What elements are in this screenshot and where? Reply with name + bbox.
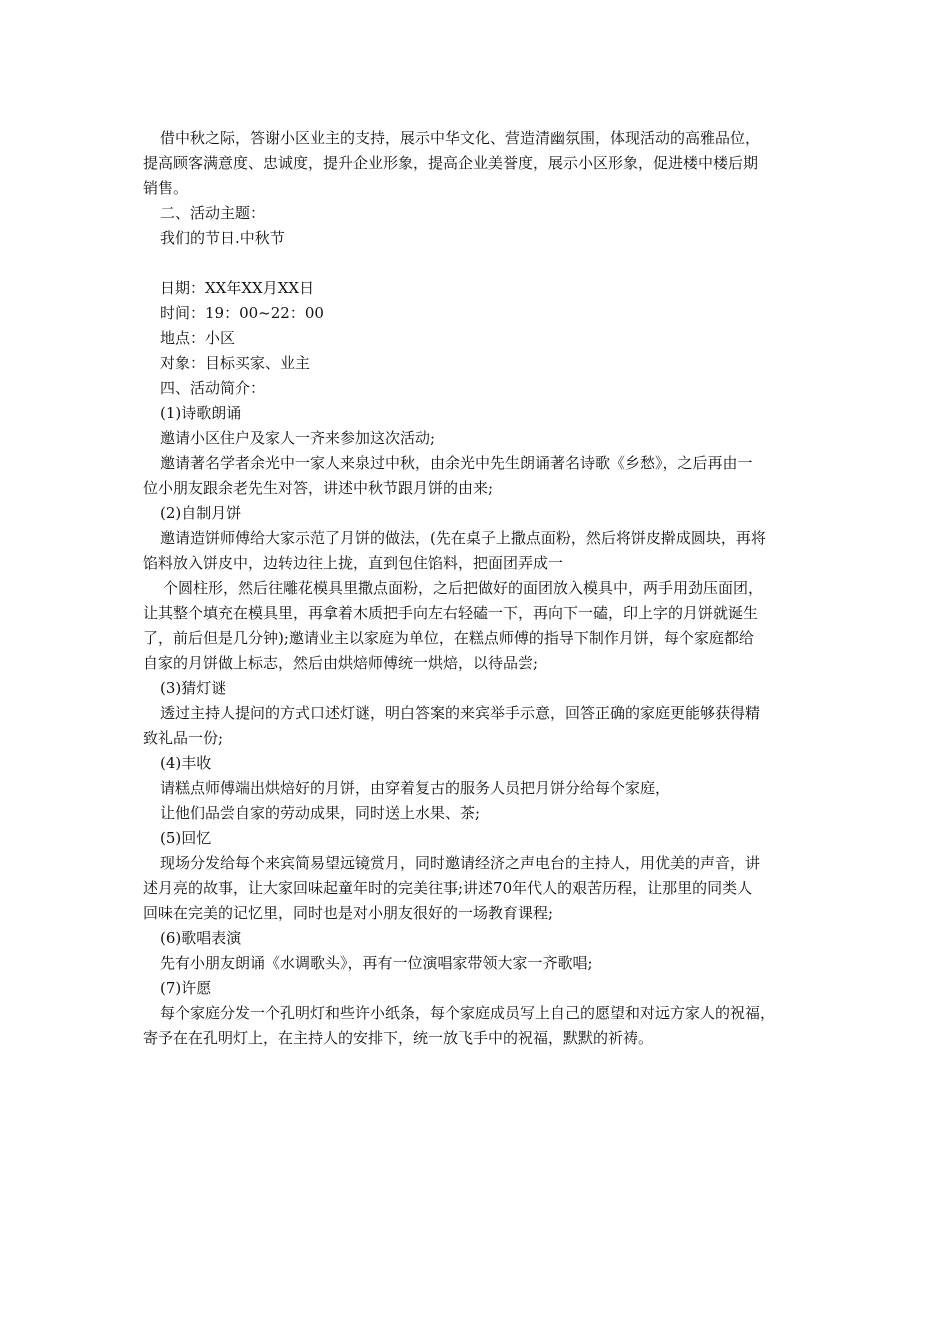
- text-line: 我们的节日.中秋节: [160, 229, 285, 247]
- text-line: 位小朋友跟余老先生对答，讲述中秋节跟月饼的由来;: [143, 479, 494, 497]
- text-line: 让他们品尝自家的劳动成果，同时送上水果、茶;: [160, 804, 481, 822]
- text-line: 了，前后但是几分钟);邀请业主以家庭为单位，在糕点师傅的指导下制作月饼，每个家庭都给: [143, 629, 754, 647]
- text-line: 邀请小区住户及家人一齐来参加这次活动;: [160, 429, 436, 447]
- text-line: 每个家庭分发一个孔明灯和些许小纸条，每个家庭成员写上自己的愿望和对远方家人的祝福，: [160, 1004, 776, 1022]
- text-line: 请糕点师傅端出烘焙好的月饼，由穿着复古的服务人员把月饼分给每个家庭，: [160, 779, 671, 797]
- text-line: (2)自制月饼: [160, 504, 242, 522]
- text-line: 致礼品一份;: [143, 729, 224, 747]
- text-line: (6)歌唱表演: [160, 929, 242, 947]
- text-line: 邀请著名学者余光中一家人来泉过中秋，由余光中先生朗诵著名诗歌《乡愁》，之后再由一: [160, 454, 753, 472]
- text-line: 自家的月饼做上标志，然后由烘焙师傅统一烘焙，以待品尝;: [143, 654, 539, 672]
- text-line: 透过主持人提问的方式口述灯谜，明白答案的来宾举手示意，回答正确的家庭更能够获得精: [160, 704, 761, 722]
- text-line: 先有小朋友朗诵《水调歌头》，再有一位演唱家带领大家一齐歌唱;: [160, 954, 593, 972]
- text-line: 二、活动主题：: [160, 204, 266, 222]
- text-line: 个圆柱形，然后往雕花模具里撒点面粉，之后把做好的面团放入模具中，两手用劲压面团，: [163, 579, 764, 597]
- text-line: 回味在完美的记忆里，同时也是对小朋友很好的一场教育课程;: [143, 904, 554, 922]
- blank-line: [143, 251, 811, 276]
- text-line: (7)许愿: [160, 979, 212, 997]
- text-line: 对象：目标买家、业主: [160, 354, 311, 372]
- text-line: 馅料放入饼皮中，边转边往上拢，直到包住馅料，把面团弄成一: [143, 554, 564, 572]
- text-line: 四、活动简介：: [160, 379, 266, 397]
- text-line: 地点：小区: [160, 329, 236, 347]
- text-line: (3)猜灯谜: [160, 679, 227, 697]
- text-line: 时间：19：00~22：00: [160, 304, 324, 322]
- text-line: 销售。: [143, 179, 189, 197]
- document-body: [143, 126, 811, 1051]
- text-line: 述月亮的故事，让大家回味起童年时的完美往事;讲述70年代人的艰苦历程，让那里的同类人: [143, 879, 753, 897]
- text-line: (5)回忆: [160, 829, 212, 847]
- text-line: 邀请造饼师傅给大家示范了月饼的做法，(先在桌子上撒点面粉，然后将饼皮擀成圆块，再将: [160, 529, 766, 547]
- text-line: 借中秋之际，答谢小区业主的支持，展示中华文化、营造清幽氛围，体现活动的高雅品位，: [160, 129, 761, 147]
- text-line: 日期：XX年XX月XX日: [160, 279, 315, 297]
- text-line: 提高顾客满意度、忠诚度，提升企业形象，提高企业美誉度，展示小区形象，促进楼中楼后期: [143, 154, 759, 172]
- text-line: (4)丰收: [160, 754, 212, 772]
- text-line: (1)诗歌朗诵: [160, 404, 242, 422]
- text-line: 现场分发给每个来宾简易望远镜赏月，同时邀请经济之声电台的主持人，用优美的声音，讲: [160, 854, 761, 872]
- text-line: 让其整个填充在模具里，再拿着木质把手向左右轻磕一下，再向下一磕，印上字的月饼就诞生: [143, 604, 759, 622]
- text-line: 寄予在在孔明灯上，在主持人的安排下，统一放飞手中的祝福，默默的祈祷。: [143, 1029, 654, 1047]
